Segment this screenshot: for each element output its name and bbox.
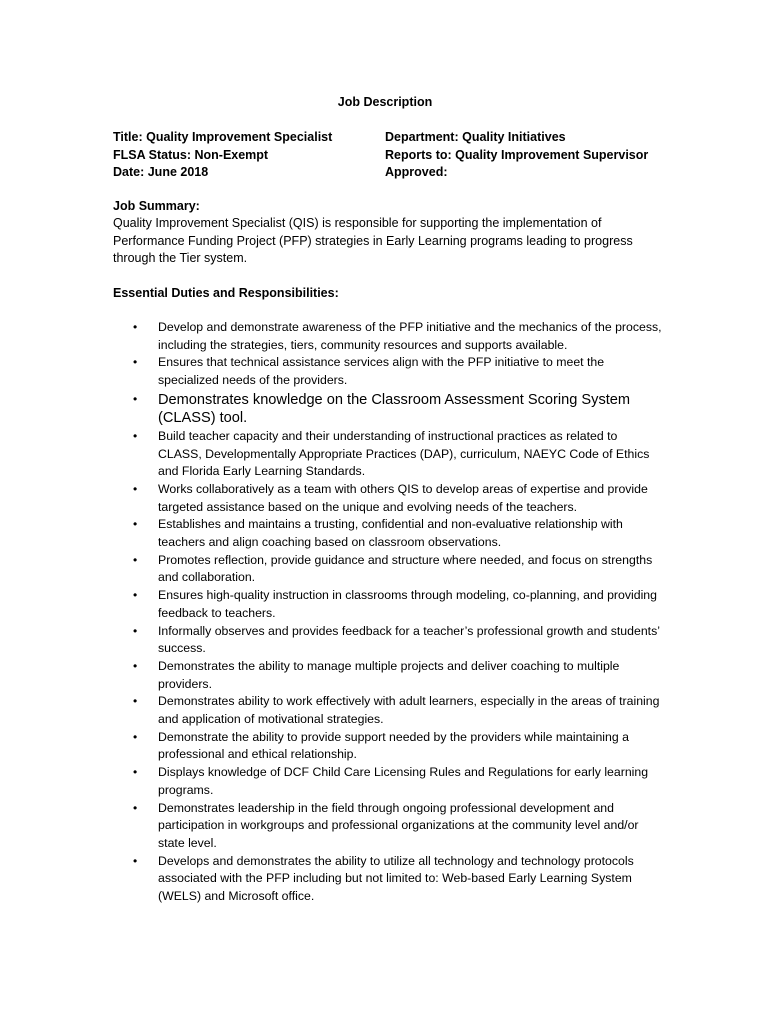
duty-text: Displays knowledge of DCF Child Care Licensing Rules and Regulations for early learning programs. bbox=[158, 765, 649, 797]
bullet-icon: • bbox=[133, 853, 138, 868]
job-summary-heading: Job Summary: bbox=[113, 199, 200, 213]
bullet-icon: • bbox=[133, 588, 138, 603]
bullet-icon: • bbox=[133, 355, 138, 370]
duty-text: Demonstrates leadership in the field through ongoing professional development and participation in workgroups and professional organizations at the community level and/or state level. bbox=[158, 800, 639, 850]
list-item bbox=[0, 800, 770, 853]
duties-heading: Essential Duties and Responsibilities: bbox=[113, 286, 339, 300]
list-item bbox=[0, 319, 770, 354]
list-item bbox=[0, 623, 770, 658]
bullet-icon: • bbox=[133, 658, 138, 673]
bullet-icon: • bbox=[133, 800, 138, 815]
duty-text: Demonstrates ability to work effectively with adult learners, especially in the areas of training and application of motivational strategies. bbox=[158, 694, 660, 727]
bullet-icon: • bbox=[133, 694, 138, 709]
approved-field: Approved: bbox=[385, 165, 448, 179]
bullet-icon: • bbox=[133, 765, 138, 780]
bullet-icon: • bbox=[133, 552, 138, 567]
duty-text: Demonstrates the ability to manage multiple projects and deliver coaching to multiple providers. bbox=[158, 658, 620, 691]
document-title: Job Description bbox=[337, 95, 433, 109]
bullet-icon: • bbox=[133, 729, 138, 744]
duty-text: Works collaboratively as a team with others QIS to develop areas of expertise and provide targeted assistance based on the unique and evolving needs of the teachers. bbox=[158, 481, 648, 514]
duty-text: Ensures that technical assistance services align with the PFP initiative to meet the specialized needs of the providers. bbox=[158, 355, 605, 388]
list-item bbox=[0, 481, 770, 516]
duty-text: Informally observes and provides feedback for a teacher’s professional growth and students’ success. bbox=[158, 623, 660, 656]
reports-to-field: Reports to: Quality Improvement Supervisor bbox=[385, 147, 649, 162]
duty-text: Build teacher capacity and their understanding of instructional practices as related to CLASS, Developmentally Appropriate Practices (DAP), curriculum, NAEYC Code of Ethics and Florida Early Learning Standards. bbox=[158, 428, 650, 479]
header-left-block bbox=[113, 129, 332, 182]
duty-text: Establishes and maintains a trusting, confidential and non-evaluative relationship with teachers and align coaching based on classroom observations. bbox=[158, 517, 623, 550]
list-item bbox=[0, 729, 770, 764]
duty-text: Demonstrate the ability to provide support needed by the providers while maintaining a professional and ethical relationship. bbox=[158, 729, 629, 762]
header-right-block bbox=[385, 129, 648, 182]
duties-list bbox=[0, 319, 770, 906]
bullet-icon: • bbox=[133, 320, 138, 334]
list-item bbox=[0, 552, 770, 587]
duty-text: Demonstrates knowledge on the Classroom Assessment Scoring System (CLASS) tool. bbox=[158, 391, 631, 427]
job-summary-text: Quality Improvement Specialist (QIS) is responsible for supporting the implementation of Performance Funding Project (PFP) strategies in Early Learning programs leading to progress through the Tier system. bbox=[113, 216, 633, 265]
list-item bbox=[0, 658, 770, 693]
list-item bbox=[0, 693, 770, 728]
list-item bbox=[0, 587, 770, 622]
duty-text: Promotes reflection, provide guidance and structure where needed, and focus on strengths and collaboration. bbox=[158, 552, 653, 585]
date-field: Date: June 2018 bbox=[113, 165, 209, 179]
bullet-icon: • bbox=[133, 481, 138, 496]
list-item bbox=[0, 764, 770, 799]
bullet-icon: • bbox=[133, 517, 138, 532]
list-item bbox=[0, 428, 770, 481]
duty-text: Develops and demonstrates the ability to utilize all technology and technology protocols associated with the PFP including but not limited to: Web-based Early Learning System (WELS) and Microsoft office. bbox=[158, 853, 634, 904]
list-item bbox=[0, 390, 770, 428]
duty-text: Develop and demonstrate awareness of the PFP initiative and the mechanics of the process, including the strategies, tiers, community resources and supports available. bbox=[158, 320, 662, 352]
bullet-icon: • bbox=[133, 428, 138, 443]
department-field: Department: Quality Initiatives bbox=[385, 130, 566, 144]
list-item bbox=[0, 853, 770, 906]
bullet-icon: • bbox=[133, 623, 138, 638]
duty-text: Ensures high-quality instruction in classrooms through modeling, co-planning, and providing feedback to teachers. bbox=[158, 588, 657, 620]
job-title-field: Title: Quality Improvement Specialist bbox=[113, 130, 333, 144]
flsa-status-field: FLSA Status: Non-Exempt bbox=[113, 147, 269, 162]
list-item bbox=[0, 516, 770, 551]
list-item bbox=[0, 354, 770, 389]
bullet-icon: • bbox=[133, 391, 138, 406]
